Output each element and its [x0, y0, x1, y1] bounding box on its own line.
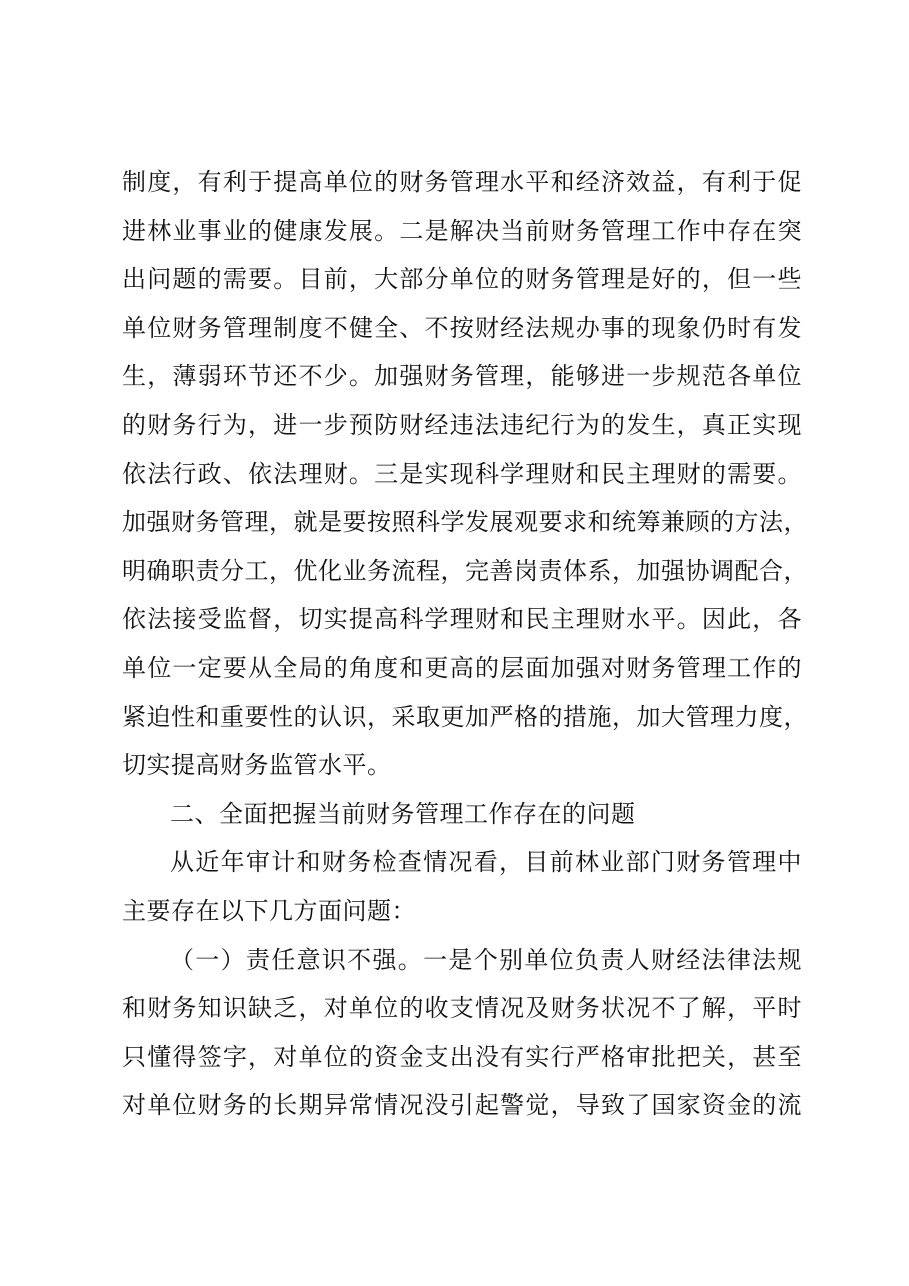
text-line: 加强财务管理，就是要按照科学发展观要求和统筹兼顾的方法， [122, 508, 808, 537]
text-line: 单位财务管理制度不健全、不按财经法规办事的现象仍时有发 [122, 313, 802, 342]
text-line: 的财务行为，进一步预防财经违法违纪行为的发生，真正实现 [122, 410, 802, 439]
subsection-line: （一）责任意识不强。一是个别单位负责人财经法律法规 [170, 945, 802, 974]
text-line: 依法行政、依法理财。三是实现科学理财和民主理财的需要。 [122, 459, 802, 488]
text-line: 只懂得签字，对单位的资金支出没有实行严格审批把关，甚至 [122, 1042, 802, 1071]
text-line: 切实提高财务监管水平。 [122, 751, 392, 780]
section-heading: 二、全面把握当前财务管理工作存在的问题 [170, 799, 636, 828]
text-line: 主要存在以下几方面问题： [122, 896, 416, 925]
text-line: 进林业事业的健康发展。二是解决当前财务管理工作中存在突 [122, 216, 802, 245]
text-line: 紧迫性和重要性的认识，采取更加严格的措施，加大管理力度， [122, 702, 808, 731]
text-line: 生，薄弱环节还不少。加强财务管理，能够进一步规范各单位 [122, 362, 802, 391]
text-line: 对单位财务的长期异常情况没引起警觉，导致了国家资金的流 [122, 1091, 802, 1120]
text-line: 制度，有利于提高单位的财务管理水平和经济效益，有利于促 [122, 168, 802, 196]
document-body [122, 158, 808, 1130]
text-line: 出问题的需要。目前，大部分单位的财务管理是好的，但一些 [122, 265, 802, 294]
text-line: 从近年审计和财务检查情况看，目前林业部门财务管理中 [170, 848, 802, 877]
text-line: 和财务知识缺乏，对单位的收支情况及财务状况不了解，平时 [122, 994, 802, 1023]
text-line: 依法接受监督，切实提高科学理财和民主理财水平。因此，各 [122, 605, 802, 634]
text-line: 单位一定要从全局的角度和更高的层面加强对财务管理工作的 [122, 653, 802, 682]
text-line: 明确职责分工，优化业务流程，完善岗责体系，加强协调配合， [122, 556, 808, 585]
